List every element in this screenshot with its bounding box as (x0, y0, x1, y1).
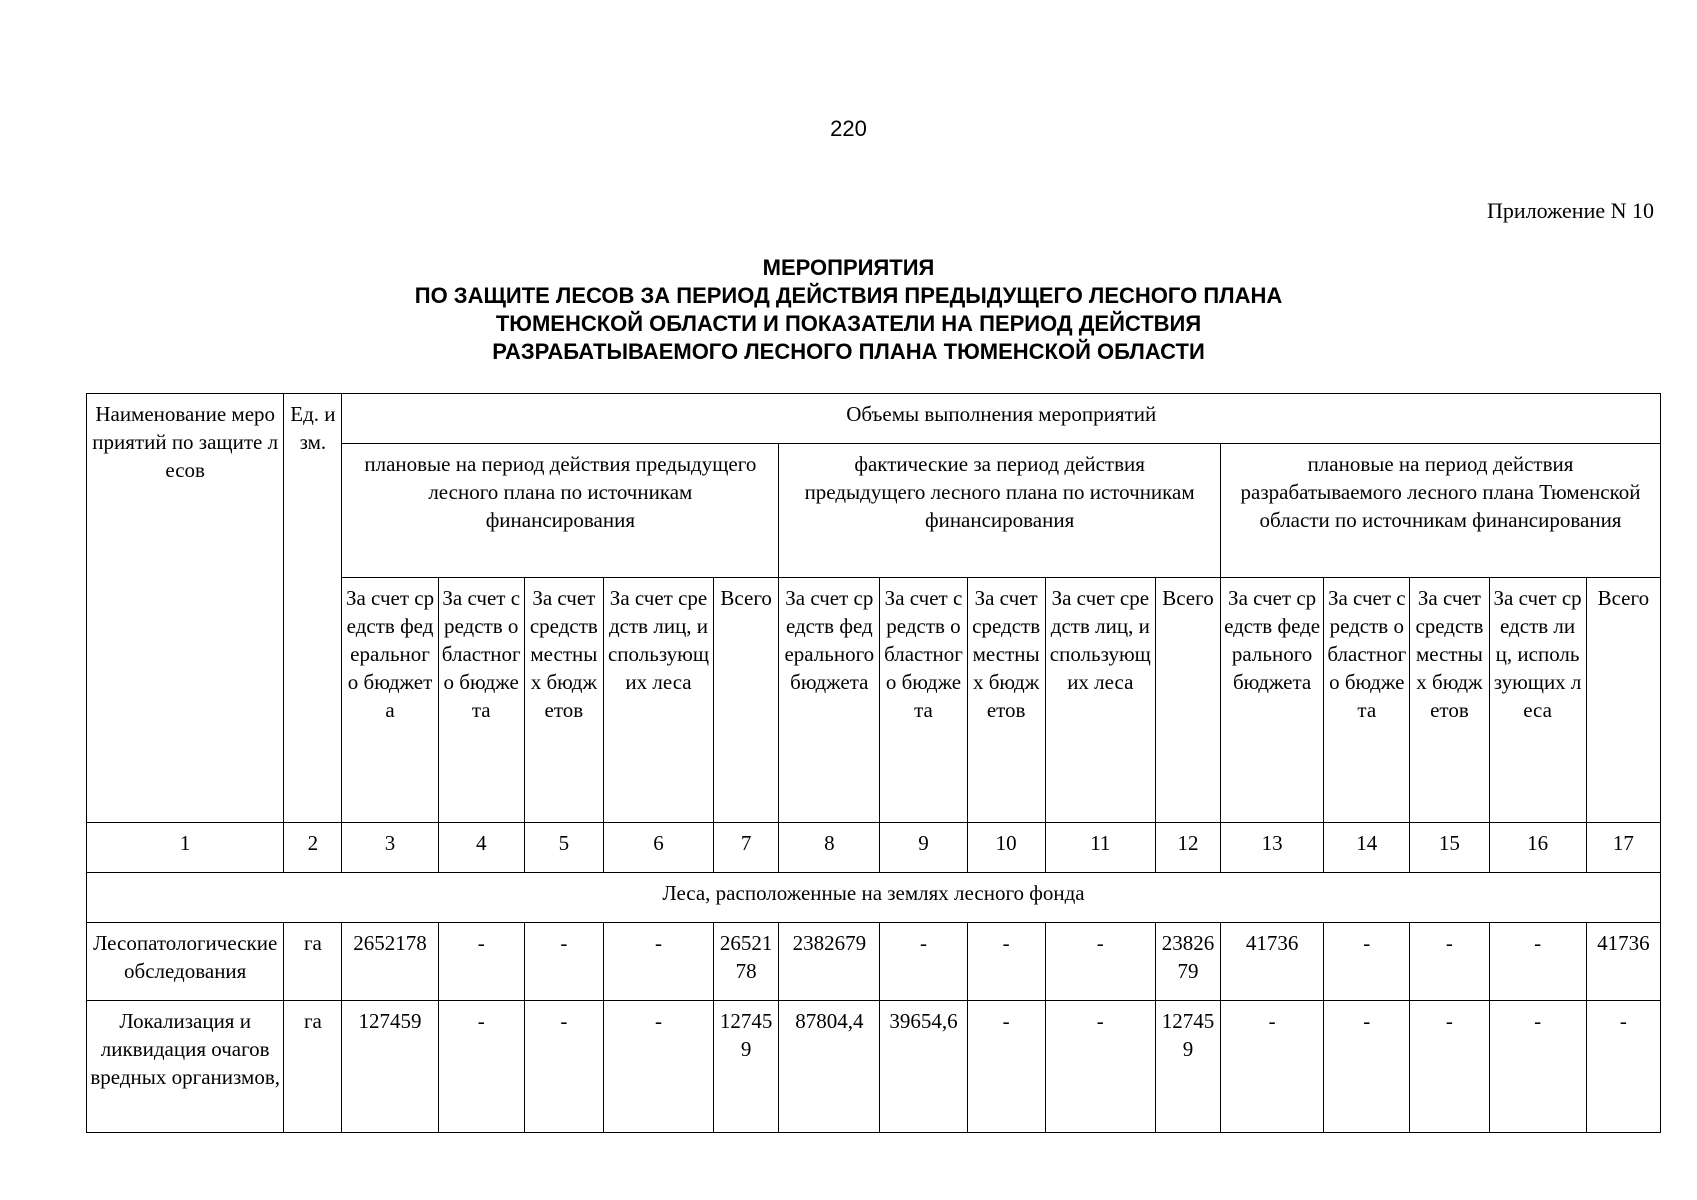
header-federal: За счет средств федерального бюджета (342, 578, 438, 823)
row-value: - (880, 923, 967, 1001)
column-number: 8 (779, 823, 880, 873)
row-value: - (438, 1001, 524, 1133)
column-number-row (87, 823, 1661, 873)
row-value: 127459 (342, 1001, 438, 1133)
row-value: - (438, 923, 524, 1001)
header-federal: За счет средств федерального бюджета (1221, 578, 1324, 823)
document-title (0, 254, 1697, 366)
column-number: 15 (1410, 823, 1489, 873)
header-total: Всего (1586, 578, 1660, 823)
measures-table (86, 393, 1661, 1133)
header-group-planned-new: плановые на период действия разрабатываемого лесного плана Тюменской области по источникам финансирования (1221, 444, 1661, 578)
row-value: 2382679 (779, 923, 880, 1001)
column-number: 4 (438, 823, 524, 873)
header-name: Наименование мероприятий по защите лесов (87, 394, 284, 823)
column-number: 7 (714, 823, 779, 873)
title-line-4: РАЗРАБАТЫВАЕМОГО ЛЕСНОГО ПЛАНА ТЮМЕНСКОЙ ОБЛАСТИ (492, 339, 1205, 364)
header-regional: За счет средств областного бюджета (1324, 578, 1410, 823)
header-federal: За счет средств федерального бюджета (779, 578, 880, 823)
section-header: Леса, расположенные на землях лесного фонда (87, 873, 1661, 923)
row-value: - (1410, 1001, 1489, 1133)
row-value: - (967, 923, 1045, 1001)
row-value: - (1324, 1001, 1410, 1133)
page-number: 220 (830, 116, 867, 141)
column-number: 1 (87, 823, 284, 873)
title-line-2: ПО ЗАЩИТЕ ЛЕСОВ ЗА ПЕРИОД ДЕЙСТВИЯ ПРЕДЫДУЩЕГО ЛЕСНОГО ПЛАНА (414, 283, 1283, 308)
row-value: - (1045, 923, 1155, 1001)
row-name: Лесопатологические обследования (87, 923, 284, 1001)
column-number: 6 (603, 823, 713, 873)
header-total: Всего (714, 578, 779, 823)
row-value: 2652178 (714, 923, 779, 1001)
row-value: - (1221, 1001, 1324, 1133)
row-value: 2652178 (342, 923, 438, 1001)
row-unit: га (284, 923, 342, 1001)
row-value: - (1324, 923, 1410, 1001)
title-line-1: МЕРОПРИЯТИЯ (762, 255, 935, 280)
column-number: 3 (342, 823, 438, 873)
row-value: - (1410, 923, 1489, 1001)
row-value: 127459 (714, 1001, 779, 1133)
row-name: Локализация и ликвидация очагов вредных организмов, (87, 1001, 284, 1133)
column-number: 13 (1221, 823, 1324, 873)
column-number: 14 (1324, 823, 1410, 873)
row-value: 87804,4 (779, 1001, 880, 1133)
row-value: - (524, 923, 603, 1001)
header-unit: Ед. изм. (284, 394, 342, 823)
header-regional: За счет средств областного бюджета (438, 578, 524, 823)
row-value: 127459 (1155, 1001, 1220, 1133)
column-number: 16 (1489, 823, 1586, 873)
header-regional: За счет средств областного бюджета (880, 578, 967, 823)
row-value: 39654,6 (880, 1001, 967, 1133)
row-value: - (1489, 923, 1586, 1001)
title-line-3: ТЮМЕНСКОЙ ОБЛАСТИ И ПОКАЗАТЕЛИ НА ПЕРИОД ДЕЙСТВИЯ (495, 311, 1202, 336)
row-value: - (1586, 1001, 1660, 1133)
header-group-planned-prev: плановые на период действия предыдущего лесного плана по источникам финансирования (342, 444, 779, 578)
row-value: - (967, 1001, 1045, 1133)
row-value: - (603, 1001, 713, 1133)
column-number: 12 (1155, 823, 1220, 873)
row-value: - (603, 923, 713, 1001)
header-local: За счет средств местных бюджетов (1410, 578, 1489, 823)
row-value: 2382679 (1155, 923, 1220, 1001)
header-local: За счет средств местных бюджетов (524, 578, 603, 823)
column-number: 10 (967, 823, 1045, 873)
row-value: - (524, 1001, 603, 1133)
header-volumes: Объемы выполнения мероприятий (342, 394, 1661, 444)
row-value: - (1489, 1001, 1586, 1133)
row-value: 41736 (1221, 923, 1324, 1001)
header-group-actual-prev: фактические за период действия предыдущего лесного плана по источникам финансирования (779, 444, 1221, 578)
table-row (87, 923, 1661, 1001)
column-number: 2 (284, 823, 342, 873)
column-number: 17 (1586, 823, 1660, 873)
header-users: За счет средств лиц, использующих леса (1045, 578, 1155, 823)
header-total: Всего (1155, 578, 1220, 823)
header-users: За счет средств лиц, использующих леса (603, 578, 713, 823)
appendix-label: Приложение N 10 (1487, 198, 1654, 223)
header-local: За счет средств местных бюджетов (967, 578, 1045, 823)
row-unit: га (284, 1001, 342, 1133)
column-number: 9 (880, 823, 967, 873)
table-row (87, 1001, 1661, 1133)
header-users: За счет средств лиц, использующих леса (1489, 578, 1586, 823)
row-value: 41736 (1586, 923, 1660, 1001)
column-number: 5 (524, 823, 603, 873)
column-number: 11 (1045, 823, 1155, 873)
row-value: - (1045, 1001, 1155, 1133)
